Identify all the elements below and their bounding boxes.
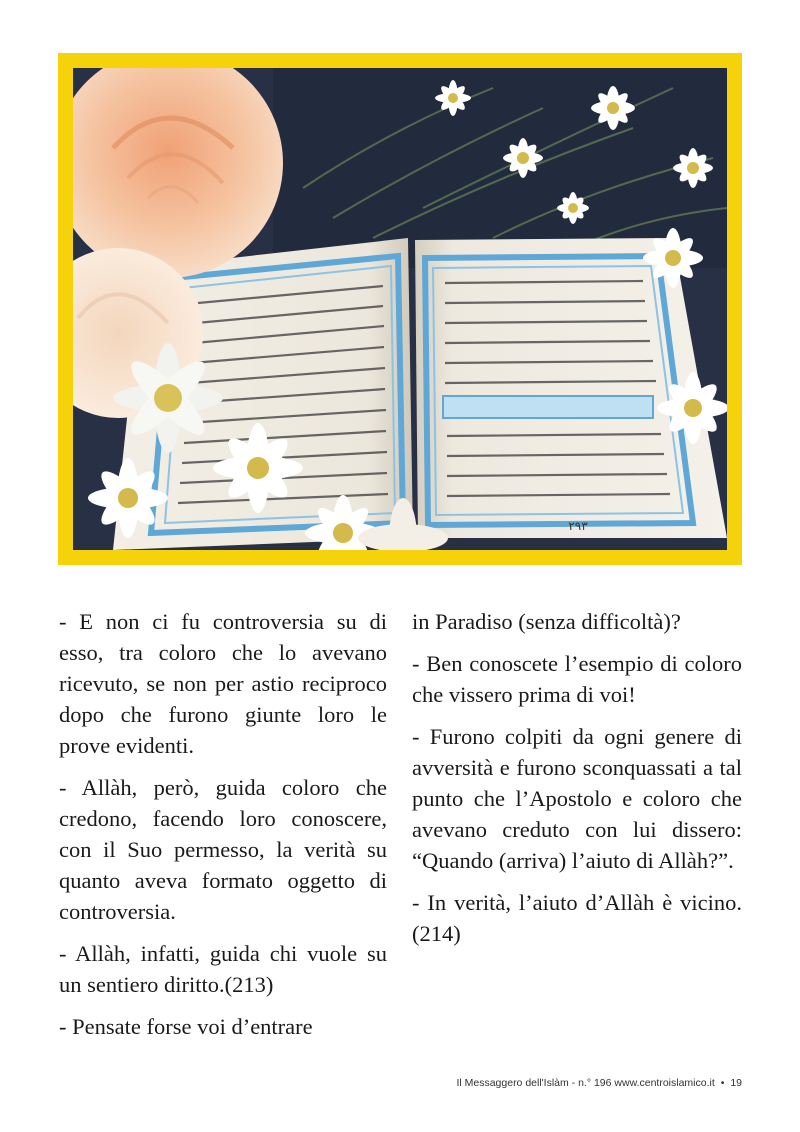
right-text-column <box>412 606 742 960</box>
left-text-column <box>59 606 387 1053</box>
publication-name: Il Messaggero dell'Islàm - n.° 196 <box>456 1077 612 1089</box>
paragraph: - E non ci fu controversia su di esso, tra coloro che lo avevano ricevuto, se non per astio reciproco dopo che furono giunte loro le prove evidenti. <box>59 609 387 758</box>
page-footer <box>456 1077 742 1089</box>
paragraph: - In verità, l’aiuto d’Allàh è vicino.(214) <box>412 890 742 946</box>
paragraph: - Allàh, però, guida coloro che credono, facendo loro conoscere, con il Suo permesso, la verità su quanto aveva formato oggetto di controversia. <box>59 775 387 924</box>
paragraph: - Ben conoscete l’esempio di coloro che vissero prima di voi! <box>412 651 742 707</box>
footer-bullet: • <box>720 1077 725 1089</box>
paragraph: - Furono colpiti da ogni genere di avversità e furono sconquassati a tal punto che l’Apostolo e coloro che avevano creduto con lui dissero: “Quando (arriva) l’aiuto di Allàh?”. <box>412 724 742 873</box>
photo-frame <box>58 53 742 565</box>
paragraph: - Allàh, infatti, guida chi vuole su un sentiero diritto.(213) <box>59 941 387 997</box>
quran-with-flowers-photo <box>73 68 727 550</box>
paragraph: in Paradiso (senza difficoltà)? <box>412 609 681 634</box>
arabic-page-number: ٢٩٣ <box>568 519 588 533</box>
paragraph: - Pensate forse voi d’entrare <box>59 1014 313 1039</box>
photo-illustration <box>73 68 727 550</box>
page-number: 19 <box>730 1077 742 1089</box>
website-link[interactable]: www.centroislamico.it <box>614 1077 715 1089</box>
